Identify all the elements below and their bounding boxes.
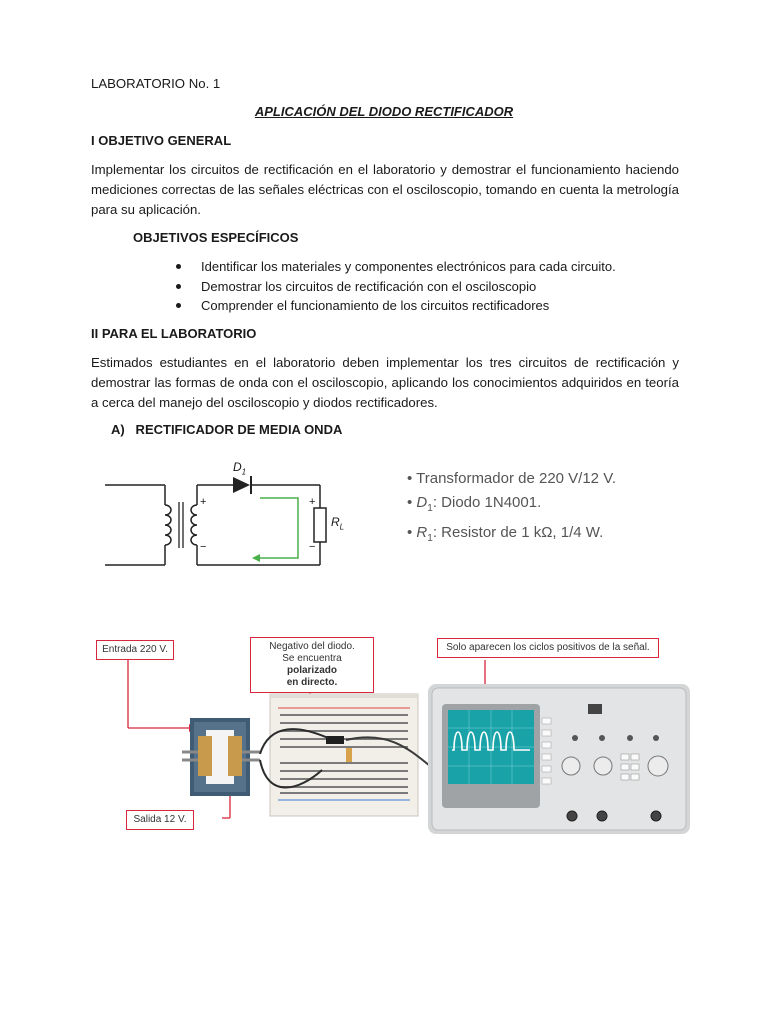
main-title: APLICACIÓN DEL DIODO RECTIFICADOR [254,104,514,119]
component-list [407,467,616,551]
lab-title: LABORATORIO No. 1 [91,76,221,91]
section-heading-laboratory: II PARA EL LABORATORIO [91,326,257,341]
specific-objectives-list [175,257,675,316]
load-minus-label: − [309,541,316,553]
callout-input-voltage: Entrada 220 V. [96,640,174,660]
half-wave-circuit-diagram [100,450,360,585]
secondary-plus-label: + [200,496,207,508]
component-resistor: • $R_1$: Resistor de 1 kΩ, 1/4 W. [407,524,604,544]
load-plus-label: + [309,496,316,508]
general-objective-text: Implementar los circuitos de rectificación en el laboratorio y demostrar el funcionamiento haciendo mediciones correctas de las señales eléctricas con el osciloscopio, tomando en cuenta la metrología para su aplicación. [91,162,679,217]
component-diode: • $D_1$: Diodo 1N4001. [407,494,542,514]
list-item: Demostrar los circuitos de rectificación con el osciloscopio [175,277,675,297]
component-transformer: • Transformador de 220 V/12 V. [407,470,616,487]
resistor-label: $R_L$ [331,515,345,532]
list-item: Identificar los materiales y componentes electrónicos para cada circuito. [175,257,675,277]
subsection-heading-half-wave: A) RECTIFICADOR DE MEDIA ONDA [111,422,343,437]
laboratory-text: Estimados estudiantes en el laboratorio deben implementar los tres circuitos de rectificación y demostrar las formas de onda con el osciloscopio, aplicando los conocimientos adquiridos en teoría a cerca del manejo del osciloscopio y diodos rectificadores. [91,355,679,410]
section-heading-general: I OBJETIVO GENERAL [91,133,232,148]
callout-scope-signal: Solo aparecen los ciclos positivos de la señal. [437,638,659,658]
list-item: Comprender el funcionamiento de los circuitos rectificadores [175,296,675,316]
callout-output-voltage: Salida 12 V. [126,810,194,830]
lab-setup-illustration [90,630,700,840]
diode-label: $D_1$ [233,460,247,477]
specific-objectives-heading: OBJETIVOS ESPECÍFICOS [133,230,299,245]
secondary-minus-label: − [200,541,207,553]
callout-diode-polarization: Negativo del diodo. Se encuentra polarizado en directo. [250,637,374,693]
